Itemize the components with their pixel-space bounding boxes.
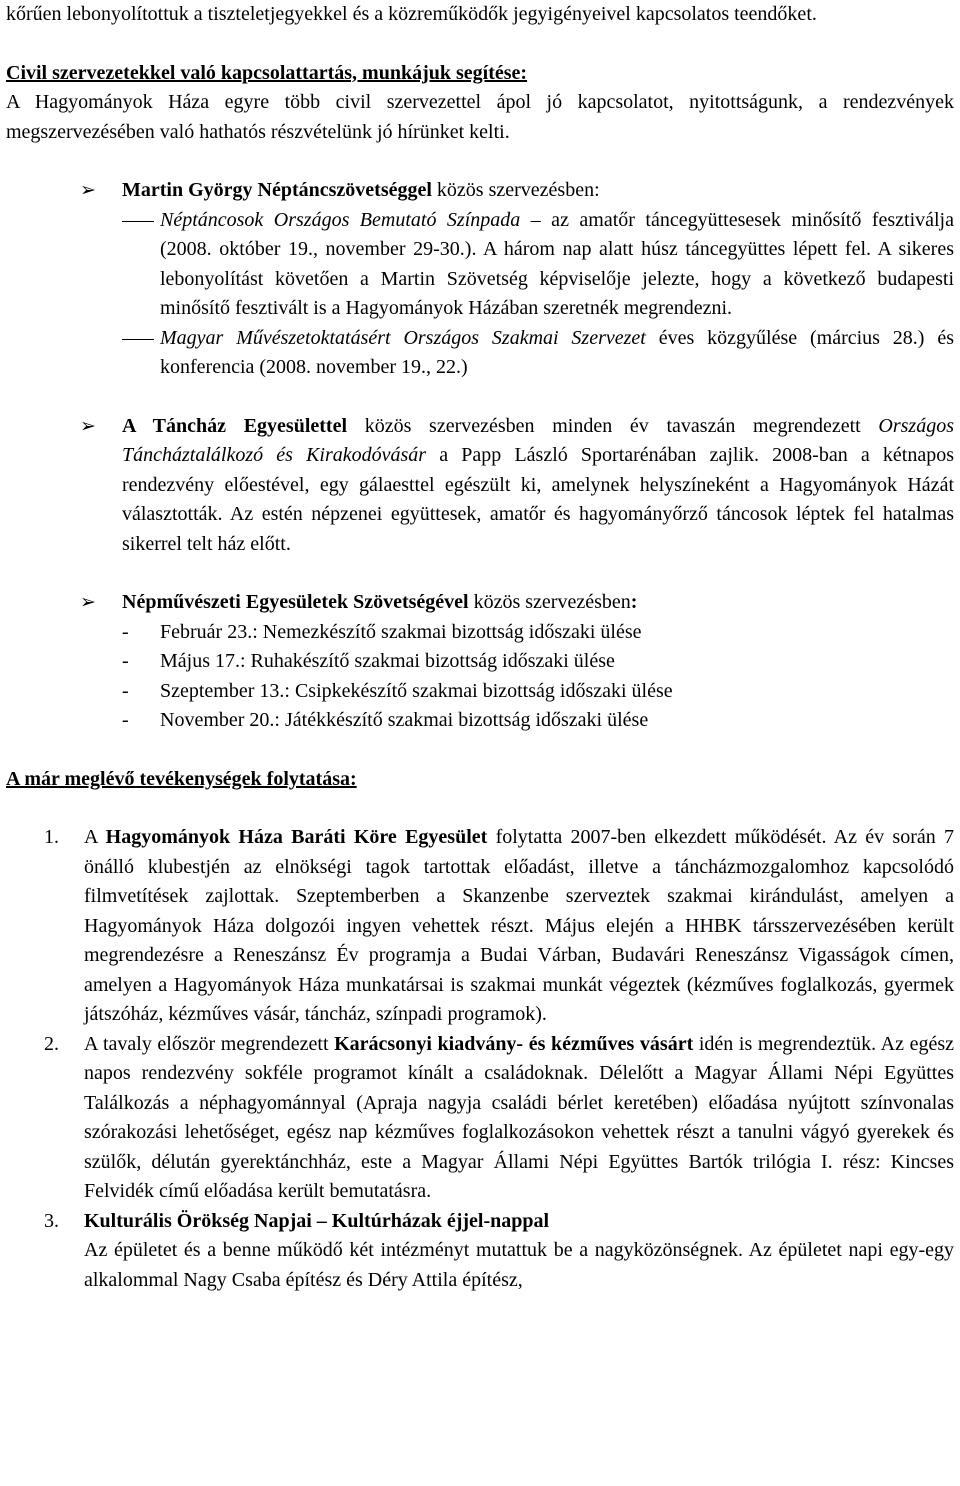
martin-item-2-title: Magyar Művészetoktatásért Országos Szakmai Szervezet [160, 326, 646, 349]
hyphen-bullet: - [122, 679, 129, 702]
nepmuveszeti-item-1: Február 23.: Nemezkészítő szakmai bizottság időszaki ülése [160, 620, 642, 643]
civil-heading: Civil szervezetekkel való kapcsolattartás, munkájuk segítése: [6, 61, 528, 84]
nepmuveszeti-item-3: Szeptember 13.: Csipkekészítő szakmai bizottság időszaki ülése [160, 679, 673, 702]
item-number: 2. [44, 1032, 59, 1055]
item-3-desc: Az épületet és a benne működő két intézményt mutattuk be a nagyközönségnek. Az épületet napi egy-egy alkalommal Nagy Csaba építész és Déry Attila építész, [84, 1239, 954, 1291]
intro-paragraph: kőrűen lebonyolítottuk a tiszteletjegyekkel és a közreműködők jegyigényeivel kapcsolatos teendőket. [6, 3, 817, 25]
arrow-bullet-icon: ➢ [80, 179, 96, 201]
tanchaz-name: A Táncház Egyesülettel [122, 414, 348, 437]
martin-name: Martin György Néptáncszövetséggel [122, 179, 432, 201]
spacer [6, 30, 954, 59]
tanchaz-text-1: közös szervezésben minden év tavaszán megrendezett [347, 414, 879, 437]
martin-rest: közös szervezésben: [431, 179, 600, 201]
martin-item-2 [0, 324, 954, 383]
martin-item-2-desc: éves közgyűlése (március 28.) és konferencia (2008. november 19., 22.) [160, 326, 954, 378]
spacer [6, 794, 954, 823]
continuation-item-2 [6, 1030, 954, 1207]
martin-intro [122, 176, 954, 206]
item-1-desc: folytatta 2007-ben elkezdett működését. Az év során 7 önálló klubestjén az elnökségi tagok tartottak előadást, illetve a táncházmozgalomhoz kapcsolódó filmvetítések zajlottak. Szeptemberben a Skanzenbe szerveztek szakmai kirándulást, amelyen a Hagyományok Háza dolgozói ingyen vehettek részt. Május elején a HHBK társszervezésében került megrendezésre a Reneszánsz Év programja a Budai Várban, Budavári Reneszánsz Vigasságok címen, amelyen a Hagyományok Háza munkatársai is szakmai munkát végeztek (kézműves foglalkozás, gyermek játszóház, kézműves vásár, táncház, színpadi programok). [84, 826, 955, 1025]
hyphen-bullet: - [122, 620, 129, 643]
dash-bullet-icon [122, 324, 160, 353]
item-3-title: Kulturális Örökség Napjai – Kultúrházak éjjel-nappal [84, 1209, 550, 1232]
nepmuveszeti-section [6, 588, 954, 618]
nepmuveszeti-intro [122, 588, 954, 618]
martin-item-2-text [160, 324, 954, 383]
nepmuveszeti-item-2: Május 17.: Ruhakészítő szakmai bizottság időszaki ülése [160, 650, 615, 672]
nepmuveszeti-item [6, 618, 954, 648]
martin-item-1 [0, 206, 954, 324]
nepmuveszeti-item-4: November 20.: Játékkészítő szakmai bizottság időszaki ülése [160, 709, 649, 731]
nepmuveszeti-item [6, 706, 954, 736]
nepmuveszeti-rest: közös szervezésben [468, 591, 631, 613]
hyphen-bullet: - [122, 709, 129, 731]
tanchaz-paragraph [122, 412, 954, 560]
item-2-pre: A tavaly először megrendezett [84, 1032, 335, 1055]
nepmuveszeti-colon: : [630, 591, 638, 613]
martin-item-1-title: Néptáncosok Országos Bemutató Színpada [160, 208, 521, 231]
continuation-item-3 [6, 1207, 954, 1296]
tanchaz-text-2: a Papp László Sportarénában zajlik. 2008-ban a kétnapos rendezvény előestével, egy gálaesttel egészült ki, amelynek helyszíneként a Hagyományok Házát választották. Az estén népzenei együttesek, amatőr és hagyományőrző táncosok léptek fel hatalmas sikerrel telt ház előtt. [122, 444, 954, 555]
martin-item-1-text [160, 206, 954, 324]
arrow-bullet-icon: ➢ [80, 414, 96, 437]
spacer [6, 383, 954, 412]
nepmuveszeti-item [6, 647, 954, 677]
martin-section [6, 176, 954, 206]
spacer [6, 147, 954, 176]
hyphen-bullet: - [122, 650, 129, 672]
tanchaz-section [6, 412, 954, 560]
tanchaz-event: Országos Táncháztalálkozó és Kirakodóvásár [122, 414, 954, 466]
continuation-item-1 [6, 823, 954, 1030]
item-number: 1. [44, 826, 59, 848]
martin-item-1-desc: – az amatőr táncegyüttesesek minősítő fesztiválja (2008. október 19., november 29-30.). A három nap alatt húsz táncegyüttes lépett fel. A sikeres lebonyolítást követően a Martin Szövetség képviselője jelezte, hogy a következő budapesti minősítő fesztivált is a Hagyományok Házában szeretnék megrendezni. [160, 208, 954, 319]
arrow-bullet-icon: ➢ [80, 591, 96, 613]
spacer [6, 736, 954, 765]
civil-paragraph: A Hagyományok Háza egyre több civil szervezettel ápol jó kapcsolatot, nyitottságunk, a rendezvények megszervezésében való hathatós részvételünk jó hírünket kelti. [6, 91, 954, 143]
item-1-pre: A [84, 826, 106, 848]
continuation-item-2-text [84, 1030, 954, 1207]
item-2-desc: idén is megrendeztük. Az egész napos rendezvény sokféle programot kínált a családoknak. Délelőtt a Magyar Állami Népi Együttes Találkozás a néphagyománnyal (Apraja nagyja családi bérlet keretében) előadása nyújtott színvonalas szórakozási lehetőséget, egész nap kézműves foglalkozásokon vehettek részt a tanulni vágyó gyerekek és szülők, délután gyerektánchház, este a Magyar Állami Népi Együttes Bartók trilógia I. rész: Kincses Felvidék című előadása került bemutatásra. [84, 1032, 954, 1202]
item-number: 3. [44, 1209, 59, 1232]
nepmuveszeti-name: Népművészeti Egyesületek Szövetségével [122, 591, 469, 613]
continuation-heading: A már meglévő tevékenységek folytatása: [6, 767, 357, 790]
continuation-item-1-text [84, 823, 954, 1030]
spacer [6, 559, 954, 588]
nepmuveszeti-item [6, 677, 954, 707]
item-2-bold: Karácsonyi kiadvány- és kézműves vásárt [334, 1032, 694, 1055]
dash-bullet-icon [122, 206, 160, 235]
item-1-bold: Hagyományok Háza Baráti Köre Egyesület [105, 826, 488, 848]
